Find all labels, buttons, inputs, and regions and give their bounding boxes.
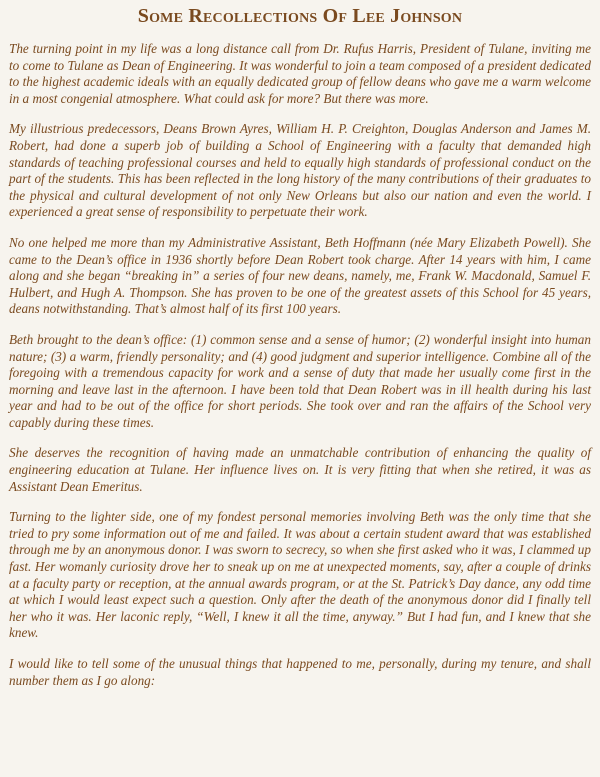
paragraph-1: The turning point in my life was a long distance call from Dr. Rufus Harris, President of Tulane, inviting me to come to Tulane as Dean of Engineering. It was wonderful to join a team composed of a president dedicated to the highest academic ideals with an equally dedicated group of fellow deans who gave me a warm welcome in a most congenial atmosphere. What could ask for more? But there was more. [9, 41, 591, 106]
paragraph-7: I would like to tell some of the unusual things that happened to me, personally, during my tenure, and shall number them as I go along: [9, 656, 591, 688]
paragraph-4: Beth brought to the dean’s office: (1) common sense and a sense of humor; (2) wonderful insight into human nature; (3) a warm, friendly personality; and (4) good judgment and superior intelligence. Combine all of the foregoing with a tremendous capacity for work and a sense of duty that made her usually come first in the morning and leave last in the afternoon. I have been told that Dean Robert was in ill health during his last year and had to be out of the office for short periods. She took over and ran the affairs of the School very capably during these times. [9, 331, 591, 430]
paragraph-3: No one helped me more than my Administrative Assistant, Beth Hoffmann (née Mary Elizabeth Powell). She came to the Dean’s office in 1936 shortly before Dean Robert took charge. After 14 years with him, I came along and she began “breaking in” a series of four new deans, namely, me, Frank W. Macdonald, Samuel F. Hulbert, and Hugh A. Thompson. She has proven to be one of the greatest assets of this School for 45 years, deans notwithstanding. That’s almost half of its first 100 years. [9, 234, 591, 317]
page-title: Some Recollections Of Lee Johnson [137, 5, 463, 27]
paragraph-6: Turning to the lighter side, one of my fondest personal memories involving Beth was the only time that she tried to pry some information out of me and failed. It was about a certain student award that was established through me by an anonymous donor. I was sworn to secrecy, so when she first asked who it was, I clammed up fast. Her womanly curiosity drove her to sneak up on me at unexpected moments, say, after a couple of drinks at a faculty party or reception, at the annual awards program, or at the St. Patrick’s Day dance, any odd time at which I would least expect such a question. Only after the death of the anonymous donor did I finally tell her who it was. Her laconic reply, “Well, I knew it all the time, anyway.” But I had fun, and I knew that she knew. [9, 509, 591, 641]
paragraph-2: My illustrious predecessors, Deans Brown Ayres, William H. P. Creighton, Douglas Anderson and James M. Robert, had done a superb job of building a School of Engineering with a faculty that demanded high standards of teaching professional courses and held to equally high standards of professional conduct on the part of the students. This has been reflected in the long history of the many contributions of their graduates to the physical and cultural development of not only New Orleans but also our nation and even the world. I experienced a great sense of responsibility to perpetuate their work. [9, 121, 591, 220]
paragraph-5: She deserves the recognition of having made an unmatchable contribution of enhancing the quality of engineering education at Tulane. Her influence lives on. It is very fitting that when she retired, it was as Assistant Dean Emeritus. [9, 445, 591, 494]
